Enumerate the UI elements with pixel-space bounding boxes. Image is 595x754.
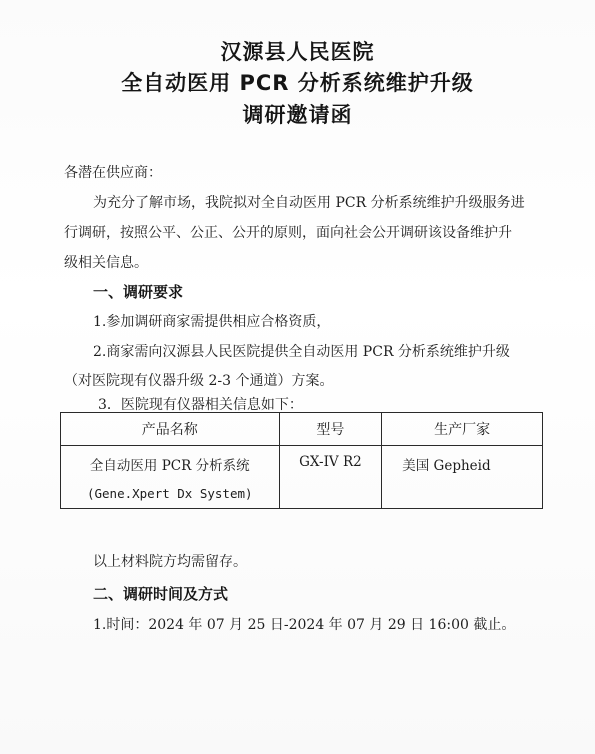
header-manufacturer: 生产厂家 bbox=[382, 413, 543, 446]
product-name-cn: 全自动医用 PCR 分析系统 bbox=[89, 458, 250, 474]
cell-product-name bbox=[61, 446, 280, 509]
section1-item-1: 1.参加调研商家需提供相应合格资质， bbox=[93, 314, 331, 330]
salutation: 各潜在供应商： bbox=[64, 165, 162, 181]
section2-item-1: 1.时间：2024 年 07 月 25 日-2024 年 07 月 29 日 16:00 截止。 bbox=[93, 617, 516, 633]
table-row bbox=[61, 446, 543, 509]
header-product-name: 产品名称 bbox=[61, 413, 280, 446]
table-header-row bbox=[61, 413, 543, 446]
cell-manufacturer bbox=[382, 446, 543, 509]
section1-item-2-line-2: （对医院现有仪器升级 2-3 个通道）方案。 bbox=[64, 373, 334, 389]
section2-heading: 二、调研时间及方式 bbox=[93, 585, 229, 603]
section1-heading: 一、调研要求 bbox=[93, 283, 184, 301]
cell-model bbox=[279, 446, 382, 509]
section1-item-2-line-1: 2.商家需向汉源县人民医院提供全自动医用 PCR 分析系统维护升级 bbox=[93, 344, 510, 360]
manufacturer-value: 美国 Gepheid bbox=[402, 458, 491, 474]
intro-line-3: 级相关信息。 bbox=[64, 255, 148, 271]
product-name-en: (Gene.Xpert Dx System) bbox=[86, 486, 253, 501]
section1-item-3: 3．医院现有仪器相关信息如下： bbox=[98, 397, 303, 413]
title-hospital: 汉源县人民医院 bbox=[220, 40, 375, 64]
title-letter-type: 调研邀请函 bbox=[242, 103, 353, 127]
intro-line-1: 为充分了解市场，我院拟对全自动医用 PCR 分析系统维护升级服务进 bbox=[93, 195, 525, 211]
model-value: GX-IV R2 bbox=[299, 454, 362, 470]
header-model: 型号 bbox=[279, 413, 382, 446]
intro-line-2: 行调研，按照公平、公正、公开的原则，面向社会公开调研该设备维护升 bbox=[64, 225, 512, 241]
retention-note: 以上材料院方均需留存。 bbox=[93, 554, 247, 570]
equipment-table bbox=[60, 412, 543, 509]
title-subject: 全自动医用 PCR 分析系统维护升级 bbox=[121, 71, 474, 95]
